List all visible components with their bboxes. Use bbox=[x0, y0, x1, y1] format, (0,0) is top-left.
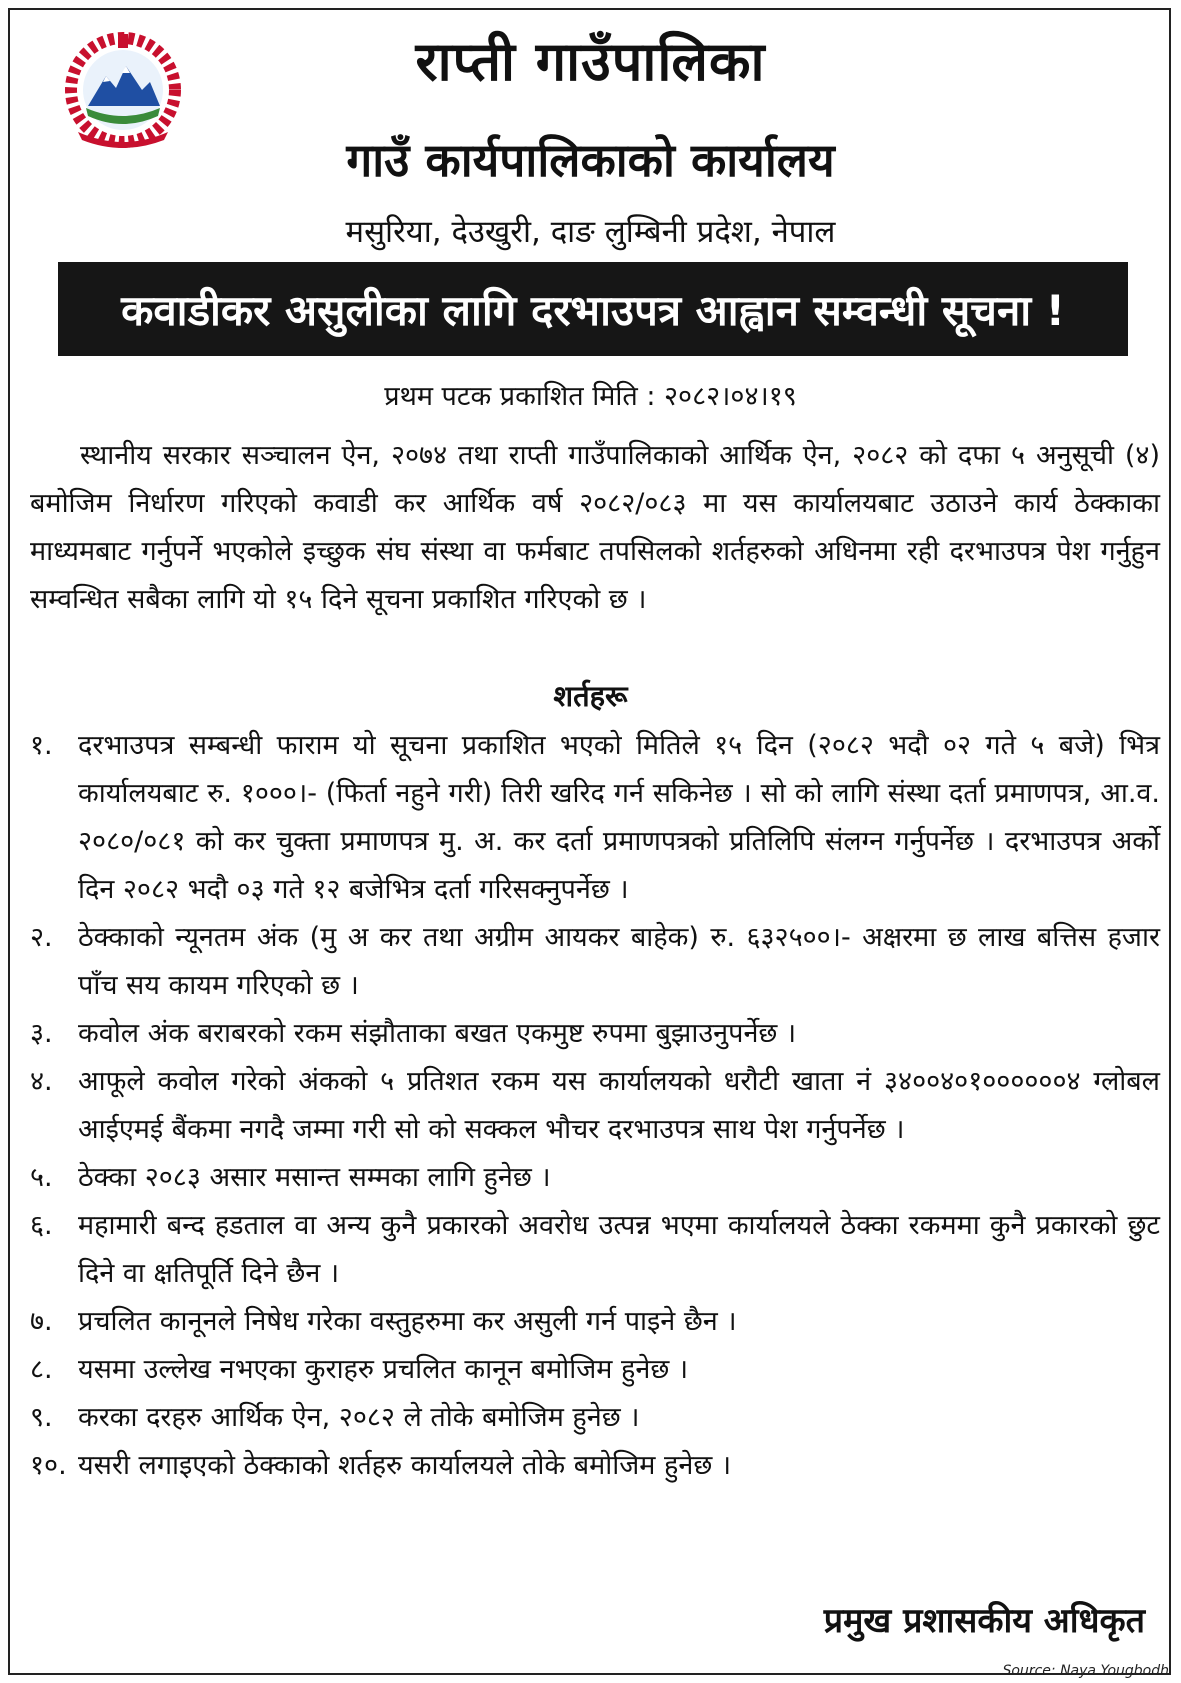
signature-title: प्रमुख प्रशासकीय अधिकृत bbox=[823, 1601, 1145, 1641]
condition-text: करका दरहरु आर्थिक ऐन, २०८२ ले तोके बमोजिम हुनेछ । bbox=[78, 1402, 640, 1433]
condition-item bbox=[30, 914, 1160, 1010]
conditions-heading: शर्तहरू bbox=[553, 679, 628, 713]
notice-title-banner bbox=[58, 262, 1128, 356]
condition-text: महामारी बन्द हडताल वा अन्य कुनै प्रकारको अवरोध उत्पन्न भएमा कार्यालयले ठेक्का रकममा कुनै प्रकारको छुट दिने वा क्षतिपूर्ति दिने छैन । bbox=[78, 1210, 1160, 1289]
condition-number: ९. bbox=[30, 1402, 53, 1433]
conditions-list bbox=[30, 722, 1160, 1490]
condition-item bbox=[30, 1394, 1160, 1442]
condition-item bbox=[30, 1298, 1160, 1346]
condition-item bbox=[30, 1202, 1160, 1298]
condition-number: १०. bbox=[30, 1450, 67, 1481]
condition-item bbox=[30, 722, 1160, 914]
condition-item bbox=[30, 1154, 1160, 1202]
notice-title: कवाडीकर असुलीका लागि दरभाउपत्र आह्वान सम्वन्धी सूचना ! bbox=[121, 285, 1065, 335]
office-name: गाउँ कार्यपालिकाको कार्यालय bbox=[346, 133, 835, 187]
condition-text: प्रचलित कानूनले निषेध गरेका वस्तुहरुमा कर असुली गर्न पाइने छैन । bbox=[78, 1306, 737, 1337]
condition-text: यसमा उल्लेख नभएका कुराहरु प्रचलित कानून बमोजिम हुनेछ । bbox=[78, 1354, 689, 1385]
condition-text: दरभाउपत्र सम्बन्धी फाराम यो सूचना प्रकाशित भएको मितिले १५ दिन (२०८२ भदौ ०२ गते ५ बजे) भित्र कार्यालयबाट रु. १०००।- (फिर्ता नहुने गरी) तिरी खरिद गर्न सकिनेछ । सो को लागि संस्था दर्ता प्रमाणपत्र, आ.व. २०८०/०८१ को कर चुक्ता प्रमाणपत्र मु. अ. कर दर्ता प्रमाणपत्रको प्रतिलिपि संलग्न गर्नुपर्नेछ । दरभाउपत्र अर्को दिन २०८२ भदौ ०३ गते १२ बजेभित्र दर्ता गरिसक्नुपर्नेछ । bbox=[78, 730, 1160, 905]
condition-number: ३. bbox=[30, 1018, 53, 1049]
publish-date: प्रथम पटक प्रकाशित मिति : २०८२।०४।१९ bbox=[384, 381, 797, 412]
condition-text: ठेक्का २०८३ असार मसान्त सम्मका लागि हुनेछ । bbox=[78, 1162, 551, 1193]
condition-number: ८. bbox=[30, 1354, 53, 1385]
condition-number: ५. bbox=[30, 1162, 53, 1193]
condition-number: ६. bbox=[30, 1210, 53, 1241]
intro-paragraph: स्थानीय सरकार सञ्चालन ऐन, २०७४ तथा राप्ती गाउँपालिकाको आर्थिक ऐन, २०८२ को दफा ५ अनुसूची (४) बमोजिम निर्धारण गरिएको कवाडी कर आर्थिक वर्ष २०८२/०८३ मा यस कार्यालयबाट उठाउने कार्य ठेक्काका माध्यमबाट गर्नुपर्ने भएकोले इच्छुक संघ संस्था वा फर्मबाट तपसिलको शर्तहरुको अधिनमा रही दरभाउपत्र पेश गर्नुहुन सम्वन्धित सबैका लागि यो १५ दिने सूचना प्रकाशित गरिएको छ । bbox=[30, 440, 1160, 615]
condition-item bbox=[30, 1010, 1160, 1058]
org-name: राप्ती गाउँपालिका bbox=[415, 30, 766, 93]
condition-number: ४. bbox=[30, 1066, 53, 1097]
condition-text: आफूले कवोल गरेको अंकको ५ प्रतिशत रकम यस कार्यालयको धरौटी खाता नं ३४००४०१००००००४ ग्लोबल आईएमई बैंकमा नगदै जम्मा गरी सो को सक्कल भौचर दरभाउपत्र साथ पेश गर्नुपर्नेछ । bbox=[78, 1066, 1160, 1145]
source-credit: Source: Naya Yougbodh bbox=[1002, 1663, 1169, 1679]
condition-text: ठेक्काको न्यूनतम अंक (मु अ कर तथा अग्रीम आयकर बाहेक) रु. ६३२५००।- अक्षरमा छ लाख बत्तिस हजार पाँच सय कायम गरिएको छ । bbox=[78, 922, 1160, 1001]
condition-item bbox=[30, 1442, 1160, 1490]
condition-number: २. bbox=[30, 922, 53, 953]
condition-text: यसरी लगाइएको ठेक्काको शर्तहरु कार्यालयले तोके बमोजिम हुनेछ । bbox=[78, 1450, 732, 1481]
condition-item bbox=[30, 1346, 1160, 1394]
condition-text: कवोल अंक बराबरको रकम संझौताका बखत एकमुष्ट रुपमा बुझाउनुपर्नेछ । bbox=[78, 1018, 797, 1049]
condition-number: १. bbox=[30, 730, 53, 761]
condition-number: ७. bbox=[30, 1306, 53, 1337]
condition-item bbox=[30, 1058, 1160, 1154]
office-address: मसुरिया, देउखुरी, दाङ लुम्बिनी प्रदेश, नेपाल bbox=[345, 214, 836, 250]
